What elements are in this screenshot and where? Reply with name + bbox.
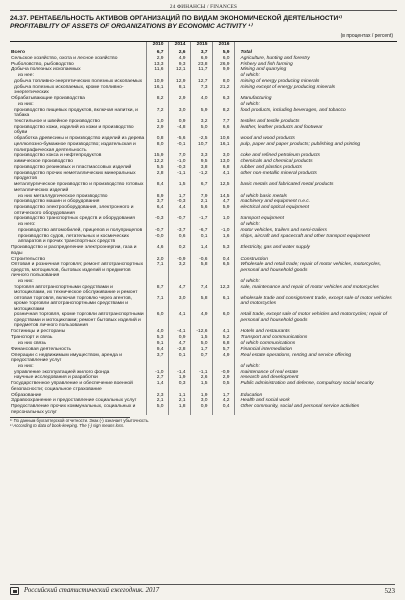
- value-2016: 0,5: [212, 381, 234, 392]
- row-label-en: of which:: [234, 102, 397, 108]
- value-2016: 4,1: [212, 171, 234, 182]
- value-2014: 1,9: [168, 375, 190, 381]
- value-2010: 6,4: [146, 205, 168, 216]
- row-label-en: of which:: [234, 222, 397, 228]
- row-label-ru: Транспорт и связь: [11, 334, 53, 340]
- row-label-en: rubber and plastics products: [234, 165, 397, 171]
- table-row: [10, 381, 397, 392]
- value-2010: 16,1: [146, 85, 168, 96]
- value-2010: 2,7: [146, 375, 168, 381]
- table-row: [10, 296, 397, 312]
- row-label-en: wholesale trade and consignment trade, except sale of motor vehicles and motorcycles: [234, 296, 397, 312]
- rosstat-logo-icon: [10, 587, 19, 595]
- row-label-ru: производство прочих неметаллических минеральных продуктов: [14, 171, 136, 182]
- value-2015: -1,7: [190, 216, 212, 222]
- value-2016: 6,5: [212, 262, 234, 278]
- value-2014: -4,8: [168, 125, 190, 136]
- table-row: [10, 182, 397, 193]
- value-2010: -1,0: [146, 369, 168, 375]
- value-2010: 7,1: [146, 296, 168, 312]
- row-label-en: pulp, paper and paper products; publishing and printing: [234, 142, 397, 153]
- value-2010: 5,5: [146, 165, 168, 171]
- value-2015: 1,4: [190, 245, 212, 256]
- table-row: [10, 85, 397, 96]
- value-2014: 2,9: [168, 96, 190, 102]
- row-label-ru: из них металлургическое производство: [18, 193, 108, 199]
- value-2016: 5,2: [212, 335, 234, 341]
- value-2016: 12,5: [212, 182, 234, 193]
- value-2014: 0,2: [168, 245, 190, 256]
- row-label-ru: производство резиновых и пластмассовых изделий: [14, 165, 132, 171]
- row-label-en: Construction: [234, 256, 397, 262]
- table-row: [10, 142, 397, 153]
- value-2015: 2,1: [190, 199, 212, 205]
- row-label-ru: производство автомобилей, прицепов и полуприцепов: [18, 228, 143, 234]
- value-2014: 1,7: [168, 193, 190, 199]
- value-2016: 4,7: [212, 199, 234, 205]
- value-2015: 3,3: [190, 153, 212, 159]
- value-2014: -1,0: [168, 159, 190, 165]
- row-label-ru: Всего: [11, 49, 25, 55]
- table-row: [10, 284, 397, 295]
- value-2015: 3,8: [190, 165, 212, 171]
- value-2016: 10,6: [212, 136, 234, 142]
- row-label-en: wood and wood products: [234, 136, 397, 142]
- row-label-ru: Образование: [11, 392, 42, 398]
- value-2015: 7,4: [190, 284, 212, 295]
- value-2015: 7,9: [190, 193, 212, 199]
- value-2014: 0,6: [168, 234, 190, 245]
- value-2014: 2,6: [168, 50, 190, 56]
- row-label-en: basic metals and fabricated metal products: [234, 182, 397, 193]
- row-label-ru: Обрабатывающие производства: [11, 96, 85, 102]
- value-2015: 0,9: [190, 404, 212, 415]
- value-2010: 8,4: [146, 182, 168, 193]
- row-label-en: other non-metallic mineral products: [234, 171, 397, 182]
- value-2016: 2,9: [212, 375, 234, 381]
- value-2016: 6,1: [212, 296, 234, 312]
- value-2014: -0,7: [168, 216, 190, 222]
- row-label-ru: Оптовая и розничная торговля; ремонт автотранспортных средств, мотоциклов, бытовых изделий и предметов личного пользования: [11, 262, 144, 278]
- value-2016: 6,8: [212, 165, 234, 171]
- value-2014: -1,4: [168, 369, 190, 375]
- value-2015: 5,6: [190, 205, 212, 216]
- row-label-en: Fishery and fish farming: [234, 61, 397, 67]
- value-2010: 7,1: [146, 262, 168, 278]
- value-2015: 0,1: [190, 234, 212, 245]
- row-label-en: of which:: [234, 363, 397, 369]
- value-2014: 4,7: [168, 284, 190, 295]
- value-2010: 3,7: [146, 199, 168, 205]
- row-label-en: Public administration and defense, compulsory social security: [234, 381, 397, 392]
- table-row: [10, 262, 397, 278]
- row-label-en: Financial intermediation: [234, 346, 397, 352]
- value-2016: 3,0: [212, 153, 234, 159]
- row-label-en: coke and refined petroleum products: [234, 153, 397, 159]
- row-label-ru: производство кокса и нефтепродуктов: [14, 153, 102, 159]
- row-label-en: transport equipment: [234, 216, 397, 222]
- row-label-en: Wholesale and retail trade; repair of motor vehicles, motorcycles, personal and household goods: [234, 262, 397, 278]
- value-2016: 5,3: [212, 245, 234, 256]
- value-2014: 4,9: [168, 55, 190, 61]
- row-label-en: of which basic metals: [234, 193, 397, 199]
- value-2014: 0,9: [168, 335, 190, 341]
- value-2014: 3,0: [168, 108, 190, 119]
- value-2015: 5,0: [190, 340, 212, 346]
- value-2010: 4,0: [146, 329, 168, 335]
- row-label-ru: Гостиницы и рестораны: [11, 328, 66, 334]
- value-2014: -0,3: [168, 165, 190, 171]
- row-label-ru: оптовая торговля, включая торговлю через агентов, кроме торговли автотранспортными средствами и мотоциклами: [14, 295, 133, 312]
- row-label-en: Real estate operations, renting and service offering: [234, 352, 397, 363]
- row-label-ru: Рыболовство, рыбоводство: [11, 61, 74, 67]
- value-2016: 0,4: [212, 404, 234, 415]
- value-2015: 9,5: [190, 159, 212, 165]
- value-2016: 6,0: [212, 312, 234, 328]
- value-2014: 12,9: [168, 79, 190, 85]
- value-2015: 2,6: [190, 375, 212, 381]
- value-2014: -5,6: [168, 136, 190, 142]
- value-2015: 3,0: [190, 398, 212, 404]
- value-2016: 12,3: [212, 284, 234, 295]
- value-2010: 6,0: [146, 312, 168, 328]
- value-2010: 13,3: [146, 61, 168, 67]
- value-2016: -1,0: [212, 228, 234, 234]
- row-label-ru: металлургическое производство и производство готовых металлических изделий: [14, 182, 144, 193]
- value-2015: 11,7: [190, 67, 212, 73]
- value-2014: 7,0: [168, 153, 190, 159]
- value-2015: -0,6: [190, 256, 212, 262]
- value-2015: -6,7: [190, 228, 212, 234]
- row-label-en: Total: [234, 50, 397, 56]
- profitability-table: [10, 41, 397, 415]
- row-label-en: machinery and equipment n.e.c.: [234, 199, 397, 205]
- table-title-ru: 24.37. РЕНТАБЕЛЬНОСТЬ АКТИВОВ ОРГАНИЗАЦИЙ ПО ВИДАМ ЭКОНОМИЧЕСКОЙ ДЕЯТЕЛЬНОСТИ¹⁾: [10, 15, 343, 22]
- row-label-ru: научные исследования и разработки: [14, 375, 98, 381]
- row-label-en: sale, maintenance and repair of motor vehicles and motorcycles: [234, 284, 397, 295]
- value-2010: -0,3: [146, 216, 168, 222]
- value-2016: 14,5: [212, 193, 234, 199]
- row-label-ru: добыча полезных ископаемых, кроме топливно-энергетических: [14, 85, 124, 96]
- value-2014: 0,3: [168, 381, 190, 392]
- value-2015: 23,8: [190, 61, 212, 67]
- value-2010: 12,2: [146, 159, 168, 165]
- row-label-ru: из них связь: [18, 340, 46, 346]
- value-2015: 5,0: [190, 125, 212, 136]
- row-label-en: Electricity, gas and water supply: [234, 245, 397, 256]
- row-label-ru: производство кожи, изделий из кожи и производство обуви: [14, 125, 134, 136]
- value-2010: 2,0: [146, 256, 168, 262]
- value-2010: 7,2: [146, 108, 168, 119]
- table-row: [10, 404, 397, 415]
- table-row: [10, 108, 397, 119]
- value-2014: 8,1: [168, 85, 190, 96]
- value-2015: 1,9: [190, 392, 212, 398]
- row-label-en: of which:: [234, 279, 397, 285]
- value-2010: 4,6: [146, 245, 168, 256]
- footnote-en: [10, 423, 397, 428]
- row-label-ru: из них:: [18, 363, 34, 369]
- column-header-2014: 2014: [168, 42, 190, 50]
- value-2014: -2,8: [168, 346, 190, 352]
- value-2015: 6,7: [190, 182, 212, 193]
- value-2016: 6,8: [212, 340, 234, 346]
- footnote-ru: ¹⁾ По данным бухгалтерской отчетности. Знак (-) означает убыточность.: [10, 418, 150, 424]
- row-label-ru: Здравоохранение и предоставление социальных услуг: [11, 398, 137, 404]
- value-2016: 5,7: [212, 346, 234, 352]
- row-label-en: Education: [234, 392, 397, 398]
- value-2014: 9,3: [168, 61, 190, 67]
- value-2010: 8,2: [146, 96, 168, 102]
- row-label-en: textiles and textile products: [234, 119, 397, 125]
- row-label-en: chemicals and chemical products: [234, 159, 397, 165]
- table-row: [10, 234, 397, 245]
- value-2010: 8,9: [146, 193, 168, 199]
- row-label-en: leather, leather products and footwear: [234, 125, 397, 136]
- value-2015: 1,5: [190, 335, 212, 341]
- row-label-ru: Производство и распределение электроэнергии, газа и воды: [11, 245, 137, 256]
- value-2016: 16,1: [212, 142, 234, 153]
- value-2010: 8,7: [146, 284, 168, 295]
- row-label-ru: обработка древесины и производство изделий из дерева: [14, 136, 145, 142]
- value-2014: 0,9: [168, 119, 190, 125]
- row-label-ru: Государственное управление и обеспечение военной безопасности; социальное страхование: [11, 381, 133, 392]
- value-2016: 4,2: [212, 398, 234, 404]
- value-2014: 4,4: [168, 205, 190, 216]
- row-label-ru: из них:: [18, 278, 34, 284]
- value-2016: 6,0: [212, 55, 234, 61]
- value-2010: 9,4: [146, 346, 168, 352]
- value-2010: 2,1: [146, 398, 168, 404]
- value-2014: -4,1: [168, 329, 190, 335]
- value-2016: 9,9: [212, 67, 234, 73]
- value-2015: -1,1: [190, 369, 212, 375]
- row-label-ru: целлюлозно-бумажное производство; издательская и полиграфическая деятельность: [14, 142, 136, 153]
- footer-title: Российский статистический ежегодник. 2017: [24, 587, 160, 594]
- row-label-ru: из нее:: [18, 73, 34, 79]
- value-2014: -3,7: [168, 228, 190, 234]
- row-label-ru: производство судов, летательных и космических аппаратов и прочих транспортных средств: [18, 234, 129, 245]
- value-2015: 3,7: [190, 50, 212, 56]
- value-2015: -1,2: [190, 171, 212, 182]
- value-2016: 4,9: [212, 352, 234, 363]
- column-header-2010: 2010: [146, 42, 168, 50]
- value-2014: -1,1: [168, 171, 190, 182]
- value-2014: 3,0: [168, 296, 190, 312]
- value-2010: 10,9: [146, 79, 168, 85]
- row-label-en: Health and social work: [234, 398, 397, 404]
- row-label-ru: химическое производство: [14, 159, 73, 165]
- value-2016: 0,4: [212, 256, 234, 262]
- value-2016: 21,2: [212, 85, 234, 96]
- value-2014: -0,9: [168, 256, 190, 262]
- value-2016: 5,9: [212, 50, 234, 56]
- value-2010: 1,0: [146, 119, 168, 125]
- row-label-en: maintenance of real estate: [234, 369, 397, 375]
- column-header-en: [234, 42, 397, 50]
- column-header-2016: 2016: [212, 42, 234, 50]
- value-2016: 6,6: [212, 125, 234, 136]
- value-2015: 5,9: [190, 108, 212, 119]
- row-label-ru: производство электрооборудования, электронного и оптического оборудования: [14, 205, 134, 216]
- value-2010: 2,3: [146, 392, 168, 398]
- value-2010: 2,9: [146, 55, 168, 61]
- row-label-ru: торговля автотранспортными средствами и мотоциклами, их техническое обслуживание и ремонт: [14, 284, 138, 296]
- value-2015: 3,2: [190, 119, 212, 125]
- page-footer: [10, 584, 395, 596]
- row-label-ru: Операции с недвижимым имуществом, аренда и предоставление услуг: [11, 352, 122, 363]
- value-2016: 4,1: [212, 329, 234, 335]
- value-2010: 0,8: [146, 136, 168, 142]
- row-label-en: motor vehicles, trailers and semi-trailers: [234, 228, 397, 234]
- row-label-en: Mining and quarrying: [234, 67, 397, 73]
- table-title-en: PROFITABILITY OF ASSETS OF ORGANIZATIONS BY ECONOMIC ACTIVITY ¹⁾: [10, 23, 252, 30]
- value-2016: 7,7: [212, 119, 234, 125]
- table-row: [10, 312, 397, 328]
- value-2015: 10,7: [190, 142, 212, 153]
- row-label-en: retail trade, except sale of motor vehicles and motorcycles; repair of personal and household goods: [234, 312, 397, 328]
- table-row: [10, 171, 397, 182]
- row-label-ru: Добыча полезных ископаемых: [11, 67, 81, 73]
- value-2010: 1,4: [146, 381, 168, 392]
- units-note: (в процентах / percent): [340, 33, 393, 39]
- footnote-en-text: ¹⁾ According to data of book-keeping. The (-) sign means loss.: [10, 423, 125, 429]
- value-2016: 1,0: [212, 216, 234, 222]
- value-2016: 1,6: [212, 234, 234, 245]
- row-label-en: Transport and communications: [234, 335, 397, 341]
- value-2010: 2,9: [146, 125, 168, 136]
- row-label-en: electrical and optical equipment: [234, 205, 397, 216]
- value-2015: -12,6: [190, 329, 212, 335]
- value-2016: 13,0: [212, 159, 234, 165]
- row-label-ru: производство машин и оборудования: [14, 199, 100, 205]
- row-label-ru: управление эксплуатацией жилого фонда: [14, 369, 110, 375]
- value-2010: 15,9: [146, 153, 168, 159]
- row-label-en: mining of energy producing minerals: [234, 79, 397, 85]
- row-label-ru: из него:: [18, 222, 36, 228]
- value-2010: 3,7: [146, 352, 168, 363]
- value-2015: 4,9: [190, 312, 212, 328]
- value-2010: 5,3: [146, 335, 168, 341]
- value-2014: -0,3: [168, 199, 190, 205]
- row-label-ru: производство транспортных средств и оборудования: [14, 216, 135, 222]
- value-2014: 4,1: [168, 312, 190, 328]
- value-2016: 1,7: [212, 392, 234, 398]
- value-2016: 5,9: [212, 205, 234, 216]
- column-header-ru: [10, 42, 146, 50]
- row-label-en: Agriculture, hunting and forestry: [234, 55, 397, 61]
- row-label-en: food products, including beverages, and tobacco: [234, 108, 397, 119]
- value-2014: 1,5: [168, 182, 190, 193]
- row-label-ru: добыча топливно-энергетических полезных ископаемых: [14, 79, 143, 85]
- row-label-en: ships, aircraft and spacecraft and other transport equipment: [234, 234, 397, 245]
- row-label-en: mining except of energy producing minerals: [234, 85, 397, 96]
- value-2010: -0,7: [146, 228, 168, 234]
- row-label-en: Other community, social and personal service activities: [234, 404, 397, 415]
- value-2015: 7,3: [190, 85, 212, 96]
- value-2016: 26,9: [212, 61, 234, 67]
- row-label-en: research and development: [234, 375, 397, 381]
- row-label-en: of which:: [234, 73, 397, 79]
- value-2010: 2,8: [146, 171, 168, 182]
- page-number: 523: [384, 586, 395, 595]
- value-2015: 5,8: [190, 296, 212, 312]
- value-2014: -0,1: [168, 142, 190, 153]
- row-label-ru: из них:: [18, 102, 34, 108]
- row-label-ru: Строительство: [11, 256, 46, 262]
- row-label-ru: розничная торговля, кроме торговли автотранспортными средствами и мотоциклами; ремонт бытовых изделий и предметов личного пользования: [14, 312, 144, 329]
- row-label-ru: Финансовая деятельность: [11, 346, 72, 352]
- value-2015: 1,5: [190, 381, 212, 392]
- value-2015: 6,9: [190, 55, 212, 61]
- value-2010: 8,0: [146, 142, 168, 153]
- value-2010: 5,0: [146, 404, 168, 415]
- value-2015: -2,5: [190, 136, 212, 142]
- value-2014: 2,1: [168, 398, 190, 404]
- value-2010: 11,6: [146, 67, 168, 73]
- value-2014: 1,1: [168, 392, 190, 398]
- value-2010: 6,7: [146, 50, 168, 56]
- value-2015: 0,7: [190, 352, 212, 363]
- value-2015: 4,0: [190, 96, 212, 102]
- value-2010: 9,1: [146, 340, 168, 346]
- table-row: [10, 352, 397, 363]
- value-2014: 12,1: [168, 67, 190, 73]
- column-header-2015: 2015: [190, 42, 212, 50]
- value-2010: -0,0: [146, 234, 168, 245]
- value-2016: 6,3: [212, 96, 234, 102]
- value-2015: 5,8: [190, 262, 212, 278]
- table-header-row: [10, 42, 397, 50]
- table-row: [10, 125, 397, 136]
- row-label-ru: Сельское хозяйство, охота и лесное хозяйство: [11, 55, 118, 61]
- value-2014: 1,8: [168, 404, 190, 415]
- value-2016: -0,9: [212, 369, 234, 375]
- row-label-en: Hotels and restaurants: [234, 329, 397, 335]
- row-label-en: Manufacturing: [234, 96, 397, 102]
- value-2014: 0,1: [168, 352, 190, 363]
- value-2015: 1,7: [190, 346, 212, 352]
- value-2014: 4,7: [168, 340, 190, 346]
- row-label-en: of which communications: [234, 340, 397, 346]
- table-row: [10, 205, 397, 216]
- value-2014: 3,2: [168, 262, 190, 278]
- table-row: [10, 245, 397, 256]
- value-2015: 12,7: [190, 79, 212, 85]
- table-body: [10, 50, 397, 416]
- value-2016: 8,0: [212, 79, 234, 85]
- running-head: 24 ФИНАНСЫ / FINANCES: [10, 4, 397, 11]
- row-label-ru: Предоставление прочих коммунальных, социальных и персональных услуг: [11, 404, 136, 415]
- row-label-ru: текстильное и швейное производство: [14, 119, 100, 125]
- value-2016: 8,2: [212, 108, 234, 119]
- row-label-ru: производство пищевых продуктов, включая напитки, и табака: [14, 108, 138, 119]
